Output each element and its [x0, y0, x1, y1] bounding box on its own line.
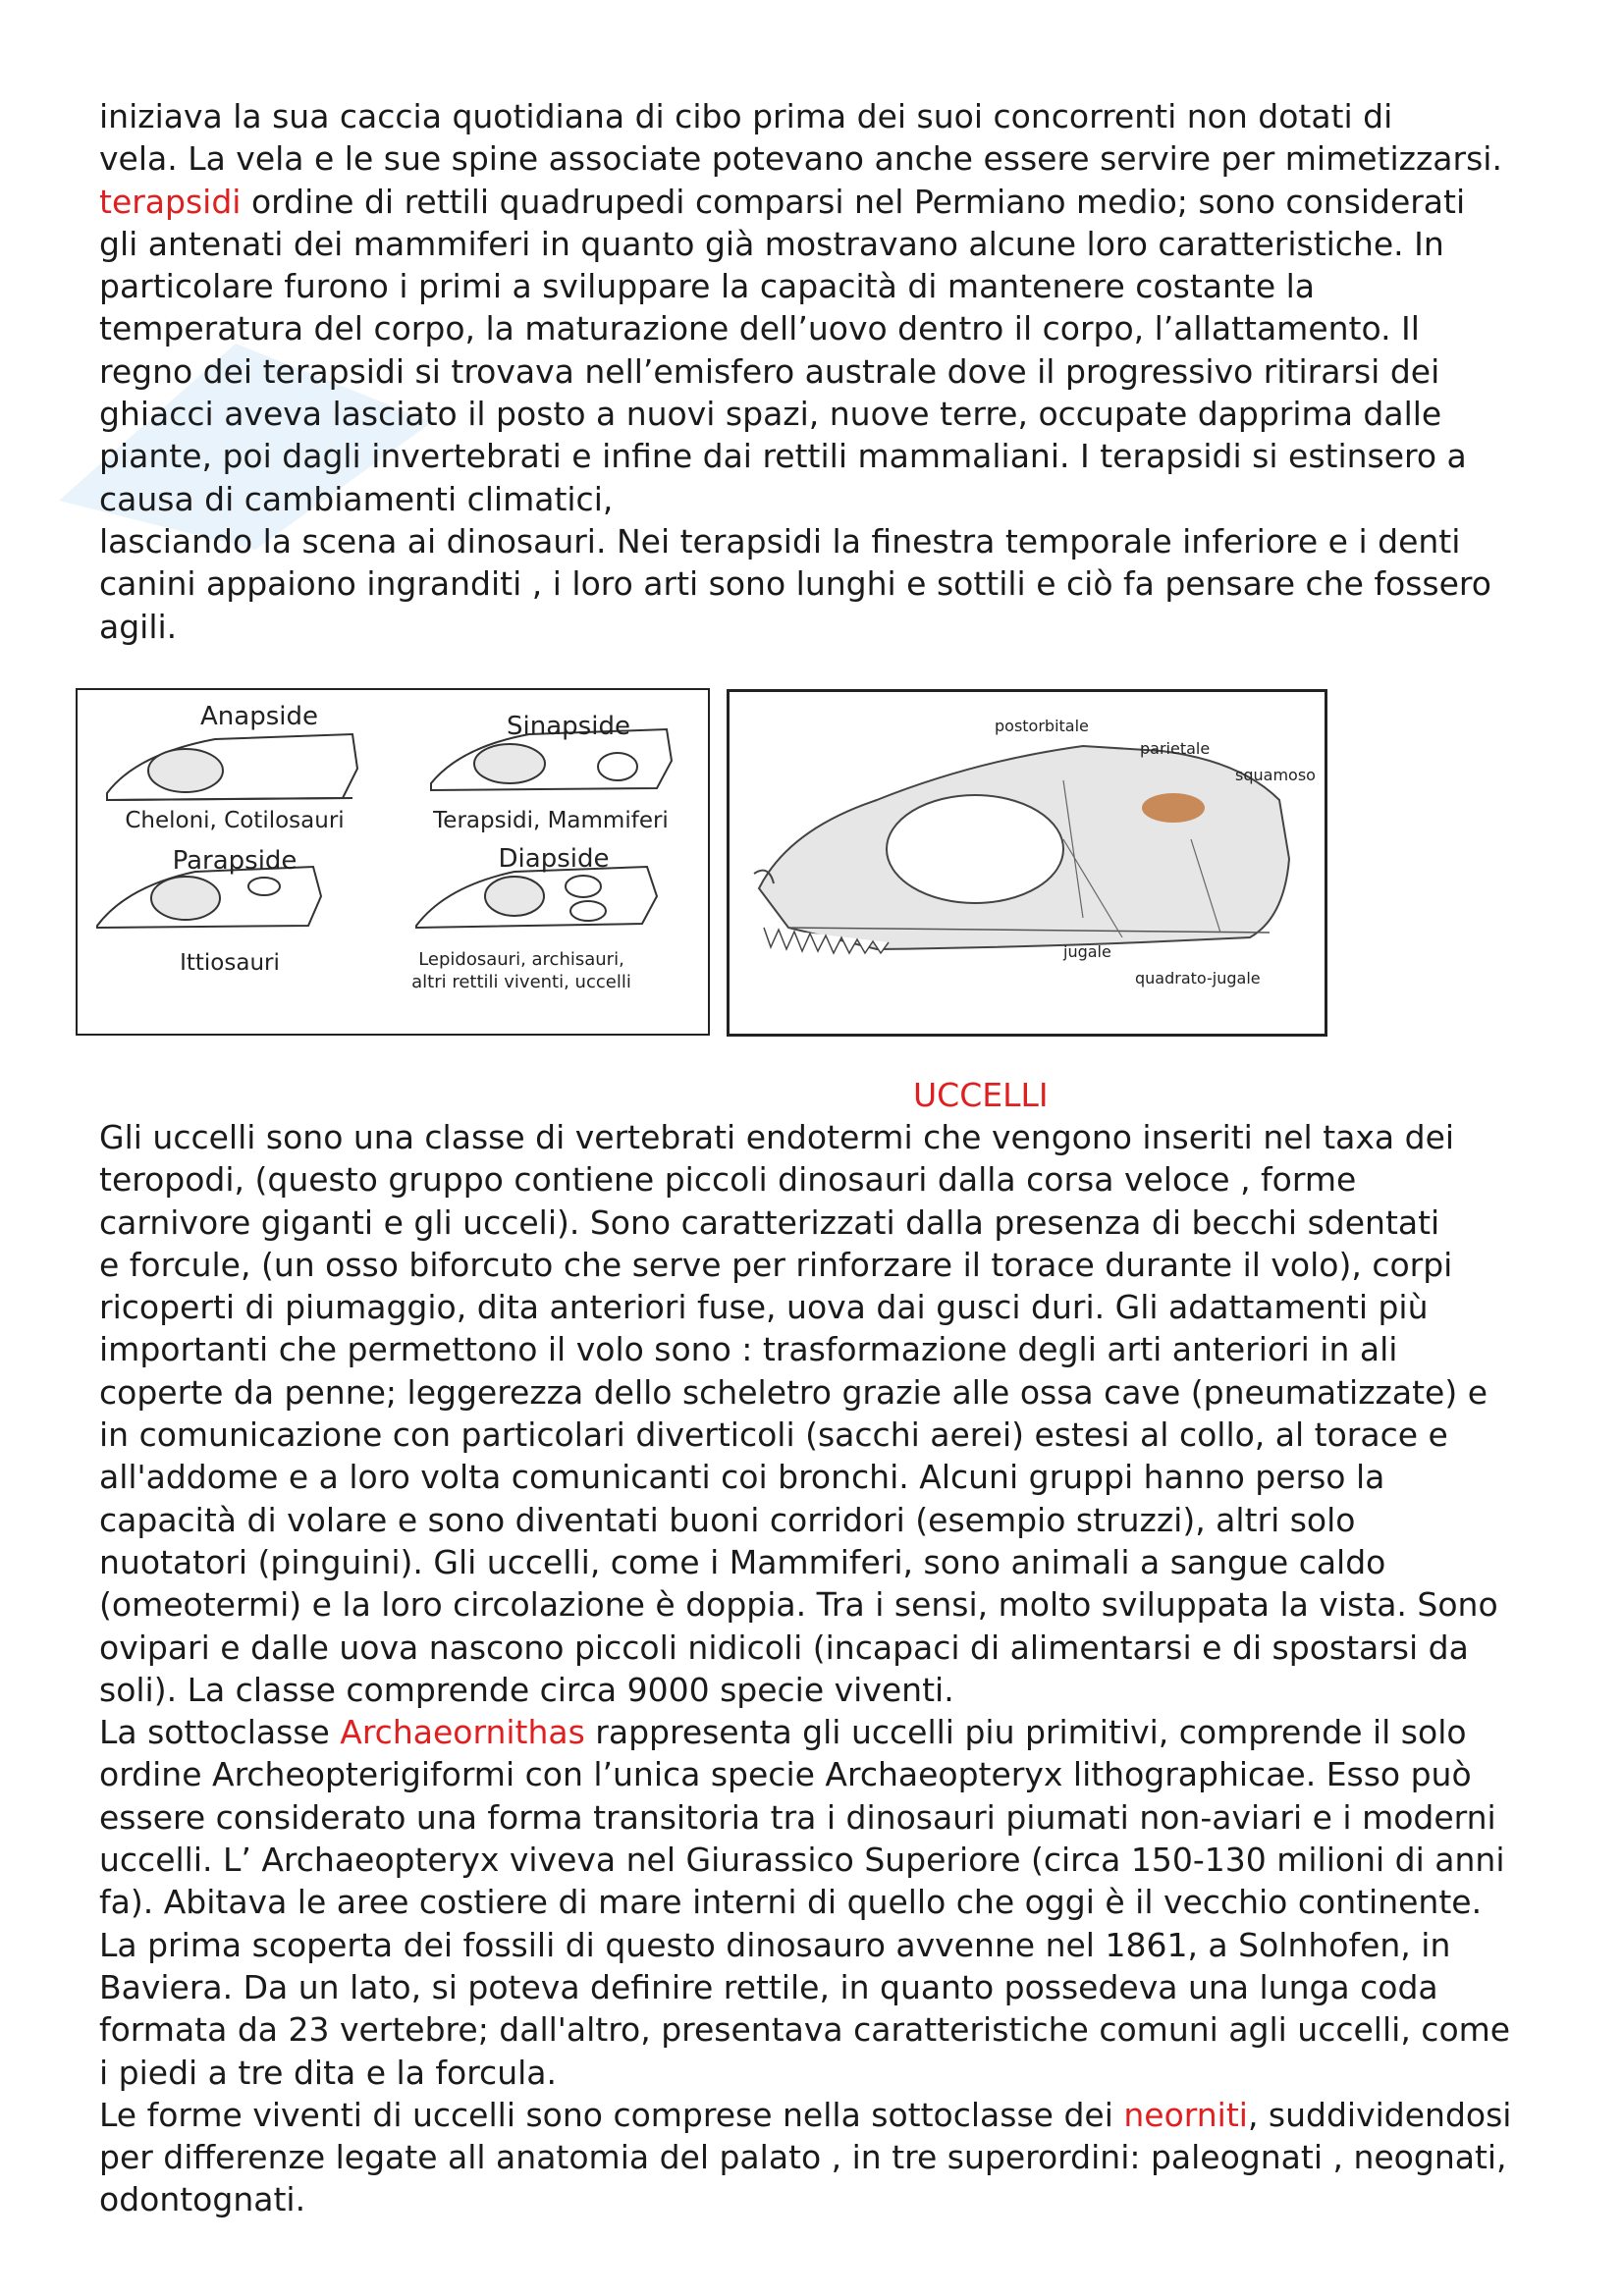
- text-line-body: ordine di rettili quadrupedi comparsi nel Permiano medio; sono considerati: [241, 182, 1466, 221]
- caption-sinapside: Terapsidi, Mammiferi: [433, 808, 669, 833]
- caption-diapside-2: altri rettili viventi, uccelli: [411, 972, 631, 992]
- text-line-body: teropodi, (questo gruppo contiene piccoli dinosauri dalla corsa veloce , forme: [99, 1160, 1357, 1200]
- label-parietale: parietale: [1140, 739, 1211, 758]
- text-line-body: lasciando la scena ai dinosauri. Nei terapsidi la finestra temporale inferiore e i denti: [99, 521, 1461, 561]
- text-line-body: gli antenati dei mammiferi in quanto già mostravano alcune loro caratteristiche. In: [99, 224, 1444, 263]
- text-line-body: all'addome e a loro volta comunicanti coi bronchi. Alcuni gruppi hanno perso la: [99, 1458, 1385, 1497]
- text-line: [99, 1116, 1542, 1158]
- text-line-body: particolare furono i primi a sviluppare la capacità di mantenere costante la: [99, 267, 1316, 306]
- caption-diapside-1: Lepidosauri, archisauri,: [418, 949, 624, 970]
- text-line: [99, 2052, 1542, 2094]
- caption-parapside: Ittiosauri: [180, 950, 280, 976]
- text-line-body: canini appaiono ingranditi , i loro arti sono lunghi e sottili e ciò fa pensare che fossero: [99, 564, 1491, 604]
- text-line: [99, 137, 1542, 180]
- text-line: [99, 393, 1542, 435]
- highlight-term: Archaeornithas: [340, 1713, 585, 1752]
- text-line-body: uccelli. L’ Archaeopteryx viveva nel Giurassico Superiore (circa 150-130 milioni di anni: [99, 1841, 1505, 1880]
- text-line-body: (omeotermi) e la loro circolazione è doppia. Tra i sensi, molto sviluppata la vista. Sono: [99, 1585, 1498, 1625]
- text-line-body: temperatura del corpo, la maturazione dell’uovo dentro il corpo, l’allattamento. Il: [99, 309, 1420, 348]
- text-line: [99, 1499, 1542, 1541]
- text-line: [99, 1839, 1542, 1881]
- text-line: [99, 1966, 1542, 2008]
- text-line: [99, 1328, 1542, 1370]
- text-line-body: odontognati.: [99, 2180, 306, 2219]
- text-line: [99, 478, 1542, 520]
- text-line-body: rappresenta gli uccelli piu primitivi, comprende il solo: [584, 1713, 1467, 1752]
- text-line-body: causa di cambiamenti climatici,: [99, 479, 614, 518]
- text-line-body: ordine Archeopterigiformi con l’unica specie Archaeopteryx lithographicae. Esso può: [99, 1755, 1472, 1794]
- figure-skull-types: [76, 688, 710, 1036]
- text-line-body: vela. La vela e le sue spine associate potevano anche essere servire per mimetizzarsi.: [99, 139, 1502, 179]
- text-line: [99, 435, 1542, 477]
- text-line: [99, 1669, 1542, 1711]
- text-line-body: ghiacci aveva lasciato il posto a nuovi spazi, nuove terre, occupate dapprima dalle: [99, 395, 1442, 434]
- text-line-lead: La sottoclasse: [99, 1713, 341, 1752]
- text-line: [99, 1201, 1542, 1244]
- text-line-body: coperte da penne; leggerezza dello scheletro grazie alle ossa cave (pneumatizzate) e: [99, 1372, 1488, 1412]
- text-line: [99, 562, 1542, 605]
- text-line: [99, 1583, 1542, 1626]
- text-line-body: La prima scoperta dei fossili di questo dinosauro avvenne nel 1861, a Solnhofen, in: [99, 1925, 1451, 1964]
- text-line: [99, 223, 1542, 265]
- text-line: [99, 1796, 1542, 1839]
- text-line: [99, 2008, 1542, 2051]
- text-line-body: iniziava la sua caccia quotidiana di cibo prima dei suoi concorrenti non dotati di: [99, 97, 1393, 135]
- text-line-body: nuotatori (pinguini). Gli uccelli, come i Mammiferi, sono animali a sangue caldo: [99, 1542, 1386, 1581]
- text-line-body: fa). Abitava le aree costiere di mare interni di quello che oggi è il vecchio continente.: [99, 1883, 1483, 1922]
- text-line: [99, 520, 1542, 562]
- text-line-body: , suddividendosi: [1247, 2095, 1512, 2134]
- label-jugale: jugale: [1063, 942, 1111, 961]
- text-line-body: e forcule, (un osso biforcuto che serve per rinforzare il torace durante il volo), corpi: [99, 1245, 1453, 1284]
- paragraph-terapsidi: [99, 95, 1542, 648]
- text-line-body: i piedi a tre dita e la forcula.: [99, 2053, 557, 2092]
- paragraph-uccelli: [99, 1116, 1542, 2221]
- text-line: [99, 1711, 1542, 1753]
- text-line-body: piante, poi dagli invertebrati e infine dai rettili mammaliani. I terapsidi si estinsero a: [99, 437, 1467, 476]
- label-anapside: Anapside: [200, 702, 318, 731]
- text-line: [99, 2094, 1542, 2136]
- text-line: [99, 1881, 1542, 1923]
- text-line: [99, 1244, 1542, 1286]
- label-quadrato-jugale: quadrato-jugale: [1135, 969, 1261, 988]
- text-line: [99, 606, 1542, 648]
- text-line: [99, 2136, 1542, 2178]
- text-line-body: regno dei terapsidi si trovava nell’emisfero australe dove il progressivo ritirarsi dei: [99, 351, 1440, 391]
- text-line-body: ricoperti di piumaggio, dita anteriori fuse, uova dai gusci duri. Gli adattamenti più: [99, 1288, 1429, 1327]
- text-line: [99, 1371, 1542, 1414]
- text-line: [99, 2178, 1542, 2220]
- text-line-lead: Le forme viventi di uccelli sono comprese nella sottoclasse dei: [99, 2095, 1124, 2134]
- squamoso-highlight: [1142, 793, 1205, 823]
- text-line-body: ovipari e dalle uova nascono piccoli nidicoli (incapaci di alimentarsi e di spostarsi da: [99, 1628, 1469, 1667]
- text-line: [99, 1286, 1542, 1328]
- text-line: [99, 1753, 1542, 1795]
- text-line: [99, 95, 1542, 137]
- text-line-body: soli). La classe comprende circa 9000 specie viventi.: [99, 1670, 954, 1709]
- label-postorbitale: postorbitale: [995, 717, 1089, 735]
- text-line: [99, 1541, 1542, 1583]
- text-line-body: in comunicazione con particolari diverticoli (sacchi aerei) estesi al collo, al torace e: [99, 1415, 1448, 1455]
- label-squamoso: squamoso: [1235, 766, 1316, 784]
- text-line: [99, 1414, 1542, 1456]
- label-parapside: Parapside: [172, 846, 298, 876]
- text-line: [99, 1627, 1542, 1669]
- label-diapside: Diapside: [498, 844, 610, 874]
- text-line: [99, 181, 1542, 223]
- text-line-body: agili.: [99, 607, 178, 646]
- section-heading-uccelli: UCCELLI: [913, 1076, 1049, 1114]
- text-line: [99, 350, 1542, 393]
- text-line: [99, 265, 1542, 307]
- text-line-body: Gli uccelli sono una classe di vertebrati endotermi che vengono inseriti nel taxa dei: [99, 1118, 1455, 1156]
- figure-skull-detail: [727, 689, 1327, 1037]
- highlight-term: neorniti: [1123, 2095, 1248, 2134]
- text-line-body: formata da 23 vertebre; dall'altro, presentava caratteristiche comuni agli uccelli, come: [99, 2010, 1511, 2050]
- highlight-term: terapsidi: [99, 182, 242, 221]
- text-line-body: carnivore giganti e gli ucceli). Sono caratterizzati dalla presenza di becchi sdentati: [99, 1202, 1440, 1242]
- text-line-body: essere considerato una forma transitoria tra i dinosauri piumati non-aviari e i moderni: [99, 1797, 1496, 1837]
- text-line: [99, 307, 1542, 349]
- text-line-body: Baviera. Da un lato, si poteva definire rettile, in quanto possedeva una lunga coda: [99, 1967, 1438, 2006]
- text-line: [99, 1456, 1542, 1498]
- text-line: [99, 1158, 1542, 1201]
- caption-anapside: Cheloni, Cotilosauri: [125, 808, 345, 833]
- label-sinapside: Sinapside: [507, 712, 630, 741]
- text-line: [99, 1924, 1542, 1966]
- text-line-body: per differenze legate all anatomia del palato , in tre superordini: paleognati , neognati,: [99, 2138, 1507, 2177]
- text-line-body: importanti che permettono il volo sono : trasformazione degli arti anteriori in ali: [99, 1330, 1398, 1369]
- text-line-body: capacità di volare e sono diventati buoni corridori (esempio struzzi), altri solo: [99, 1500, 1356, 1539]
